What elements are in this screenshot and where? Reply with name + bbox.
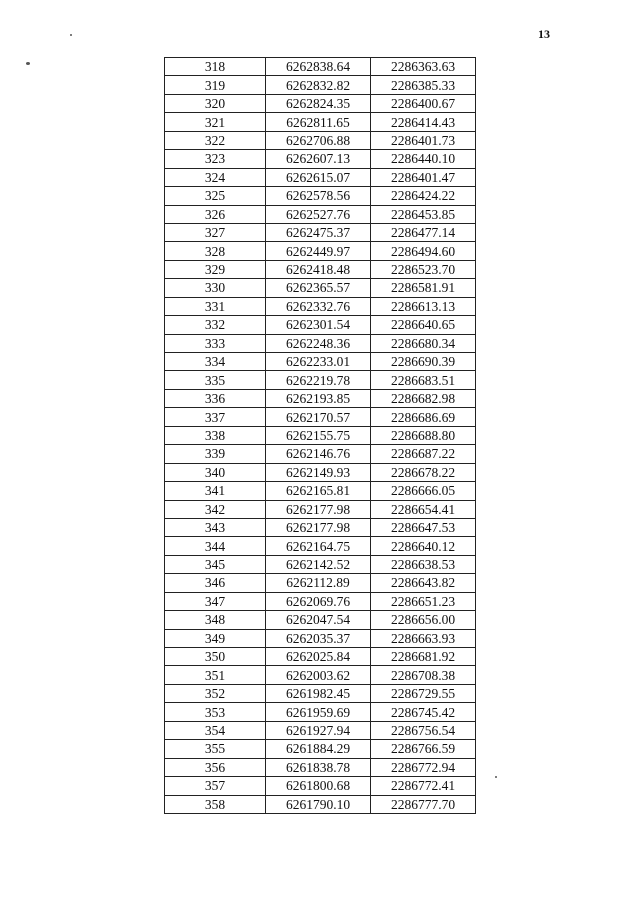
y-coordinate-cell: 2286772.94 — [371, 758, 476, 776]
table-row — [165, 500, 476, 518]
x-coordinate-cell: 6262615.07 — [266, 168, 371, 186]
x-coordinate-cell: 6262142.52 — [266, 555, 371, 573]
x-coordinate-cell: 6262832.82 — [266, 76, 371, 94]
table-row — [165, 445, 476, 463]
y-coordinate-cell: 2286401.73 — [371, 131, 476, 149]
x-coordinate-cell: 6262706.88 — [266, 131, 371, 149]
x-coordinate-cell: 6261790.10 — [266, 795, 371, 813]
y-coordinate-cell: 2286690.39 — [371, 353, 476, 371]
table-row — [165, 537, 476, 555]
point-number-cell: 357 — [165, 777, 266, 795]
point-number-cell: 324 — [165, 168, 266, 186]
point-number-cell: 337 — [165, 408, 266, 426]
x-coordinate-cell: 6262170.57 — [266, 408, 371, 426]
point-number-cell: 349 — [165, 629, 266, 647]
y-coordinate-cell: 2286640.65 — [371, 316, 476, 334]
x-coordinate-cell: 6262578.56 — [266, 187, 371, 205]
point-number-cell: 351 — [165, 666, 266, 684]
point-number-cell: 321 — [165, 113, 266, 131]
table-row — [165, 316, 476, 334]
x-coordinate-cell: 6261800.68 — [266, 777, 371, 795]
table-row — [165, 777, 476, 795]
x-coordinate-cell: 6262219.78 — [266, 371, 371, 389]
table-row — [165, 187, 476, 205]
table-row — [165, 426, 476, 444]
table-row — [165, 242, 476, 260]
point-number-cell: 354 — [165, 721, 266, 739]
y-coordinate-cell: 2286494.60 — [371, 242, 476, 260]
y-coordinate-cell: 2286680.34 — [371, 334, 476, 352]
y-coordinate-cell: 2286400.67 — [371, 94, 476, 112]
y-coordinate-cell: 2286401.47 — [371, 168, 476, 186]
x-coordinate-cell: 6262332.76 — [266, 297, 371, 315]
table-row — [165, 721, 476, 739]
x-coordinate-cell: 6262069.76 — [266, 592, 371, 610]
y-coordinate-cell: 2286766.59 — [371, 740, 476, 758]
x-coordinate-cell: 6262449.97 — [266, 242, 371, 260]
x-coordinate-cell: 6261982.45 — [266, 684, 371, 702]
y-coordinate-cell: 2286638.53 — [371, 555, 476, 573]
point-number-cell: 329 — [165, 260, 266, 278]
table-row — [165, 648, 476, 666]
y-coordinate-cell: 2286640.12 — [371, 537, 476, 555]
point-number-cell: 322 — [165, 131, 266, 149]
table-row — [165, 113, 476, 131]
point-number-cell: 355 — [165, 740, 266, 758]
y-coordinate-cell: 2286647.53 — [371, 518, 476, 536]
coordinates-table-body — [165, 58, 476, 814]
point-number-cell: 332 — [165, 316, 266, 334]
table-row — [165, 555, 476, 573]
y-coordinate-cell: 2286688.80 — [371, 426, 476, 444]
table-row — [165, 408, 476, 426]
x-coordinate-cell: 6262149.93 — [266, 463, 371, 481]
point-number-cell: 342 — [165, 500, 266, 518]
x-coordinate-cell: 6262475.37 — [266, 223, 371, 241]
y-coordinate-cell: 2286681.92 — [371, 648, 476, 666]
table-row — [165, 611, 476, 629]
y-coordinate-cell: 2286453.85 — [371, 205, 476, 223]
y-coordinate-cell: 2286683.51 — [371, 371, 476, 389]
point-number-cell: 350 — [165, 648, 266, 666]
point-number-cell: 356 — [165, 758, 266, 776]
table-row — [165, 758, 476, 776]
y-coordinate-cell: 2286656.00 — [371, 611, 476, 629]
point-number-cell: 333 — [165, 334, 266, 352]
table-row — [165, 168, 476, 186]
x-coordinate-cell: 6261959.69 — [266, 703, 371, 721]
table-row — [165, 703, 476, 721]
y-coordinate-cell: 2286581.91 — [371, 279, 476, 297]
y-coordinate-cell: 2286745.42 — [371, 703, 476, 721]
table-row — [165, 666, 476, 684]
x-coordinate-cell: 6262035.37 — [266, 629, 371, 647]
scan-speck — [26, 62, 30, 65]
y-coordinate-cell: 2286651.23 — [371, 592, 476, 610]
x-coordinate-cell: 6262365.57 — [266, 279, 371, 297]
point-number-cell: 323 — [165, 150, 266, 168]
x-coordinate-cell: 6261884.29 — [266, 740, 371, 758]
y-coordinate-cell: 2286678.22 — [371, 463, 476, 481]
x-coordinate-cell: 6262003.62 — [266, 666, 371, 684]
point-number-cell: 341 — [165, 482, 266, 500]
x-coordinate-cell: 6262233.01 — [266, 353, 371, 371]
x-coordinate-cell: 6262025.84 — [266, 648, 371, 666]
table-row — [165, 150, 476, 168]
table-row — [165, 795, 476, 813]
point-number-cell: 335 — [165, 371, 266, 389]
x-coordinate-cell: 6262177.98 — [266, 500, 371, 518]
table-row — [165, 297, 476, 315]
table-row — [165, 684, 476, 702]
point-number-cell: 347 — [165, 592, 266, 610]
y-coordinate-cell: 2286756.54 — [371, 721, 476, 739]
x-coordinate-cell: 6262811.65 — [266, 113, 371, 131]
point-number-cell: 319 — [165, 76, 266, 94]
x-coordinate-cell: 6261838.78 — [266, 758, 371, 776]
x-coordinate-cell: 6262177.98 — [266, 518, 371, 536]
x-coordinate-cell: 6262165.81 — [266, 482, 371, 500]
table-row — [165, 592, 476, 610]
point-number-cell: 352 — [165, 684, 266, 702]
page-number: 13 — [538, 27, 550, 41]
point-number-cell: 353 — [165, 703, 266, 721]
table-row — [165, 94, 476, 112]
point-number-cell: 325 — [165, 187, 266, 205]
x-coordinate-cell: 6261927.94 — [266, 721, 371, 739]
y-coordinate-cell: 2286686.69 — [371, 408, 476, 426]
y-coordinate-cell: 2286643.82 — [371, 574, 476, 592]
table-row — [165, 279, 476, 297]
y-coordinate-cell: 2286385.33 — [371, 76, 476, 94]
y-coordinate-cell: 2286682.98 — [371, 389, 476, 407]
point-number-cell: 326 — [165, 205, 266, 223]
table-row — [165, 205, 476, 223]
point-number-cell: 340 — [165, 463, 266, 481]
table-row — [165, 76, 476, 94]
y-coordinate-cell: 2286523.70 — [371, 260, 476, 278]
table-row — [165, 260, 476, 278]
y-coordinate-cell: 2286654.41 — [371, 500, 476, 518]
y-coordinate-cell: 2286424.22 — [371, 187, 476, 205]
x-coordinate-cell: 6262838.64 — [266, 58, 371, 76]
scan-speck — [495, 776, 497, 778]
point-number-cell: 338 — [165, 426, 266, 444]
table-row — [165, 334, 476, 352]
y-coordinate-cell: 2286687.22 — [371, 445, 476, 463]
table-row — [165, 740, 476, 758]
point-number-cell: 328 — [165, 242, 266, 260]
y-coordinate-cell: 2286772.41 — [371, 777, 476, 795]
coordinates-table — [164, 57, 476, 814]
y-coordinate-cell: 2286666.05 — [371, 482, 476, 500]
y-coordinate-cell: 2286414.43 — [371, 113, 476, 131]
y-coordinate-cell: 2286477.14 — [371, 223, 476, 241]
table-row — [165, 58, 476, 76]
point-number-cell: 358 — [165, 795, 266, 813]
table-row — [165, 518, 476, 536]
y-coordinate-cell: 2286708.38 — [371, 666, 476, 684]
point-number-cell: 330 — [165, 279, 266, 297]
x-coordinate-cell: 6262164.75 — [266, 537, 371, 555]
point-number-cell: 334 — [165, 353, 266, 371]
y-coordinate-cell: 2286440.10 — [371, 150, 476, 168]
table-row — [165, 223, 476, 241]
x-coordinate-cell: 6262824.35 — [266, 94, 371, 112]
scan-speck — [70, 34, 72, 36]
table-row — [165, 371, 476, 389]
point-number-cell: 344 — [165, 537, 266, 555]
table-row — [165, 574, 476, 592]
table-row — [165, 389, 476, 407]
point-number-cell: 346 — [165, 574, 266, 592]
point-number-cell: 339 — [165, 445, 266, 463]
table-row — [165, 463, 476, 481]
point-number-cell: 327 — [165, 223, 266, 241]
y-coordinate-cell: 2286663.93 — [371, 629, 476, 647]
point-number-cell: 345 — [165, 555, 266, 573]
y-coordinate-cell: 2286729.55 — [371, 684, 476, 702]
y-coordinate-cell: 2286363.63 — [371, 58, 476, 76]
point-number-cell: 318 — [165, 58, 266, 76]
x-coordinate-cell: 6262607.13 — [266, 150, 371, 168]
x-coordinate-cell: 6262527.76 — [266, 205, 371, 223]
x-coordinate-cell: 6262112.89 — [266, 574, 371, 592]
point-number-cell: 320 — [165, 94, 266, 112]
y-coordinate-cell: 2286613.13 — [371, 297, 476, 315]
point-number-cell: 348 — [165, 611, 266, 629]
x-coordinate-cell: 6262193.85 — [266, 389, 371, 407]
x-coordinate-cell: 6262047.54 — [266, 611, 371, 629]
point-number-cell: 336 — [165, 389, 266, 407]
y-coordinate-cell: 2286777.70 — [371, 795, 476, 813]
x-coordinate-cell: 6262418.48 — [266, 260, 371, 278]
table-row — [165, 482, 476, 500]
point-number-cell: 343 — [165, 518, 266, 536]
table-row — [165, 131, 476, 149]
x-coordinate-cell: 6262155.75 — [266, 426, 371, 444]
x-coordinate-cell: 6262146.76 — [266, 445, 371, 463]
table-row — [165, 353, 476, 371]
x-coordinate-cell: 6262301.54 — [266, 316, 371, 334]
point-number-cell: 331 — [165, 297, 266, 315]
x-coordinate-cell: 6262248.36 — [266, 334, 371, 352]
table-row — [165, 629, 476, 647]
